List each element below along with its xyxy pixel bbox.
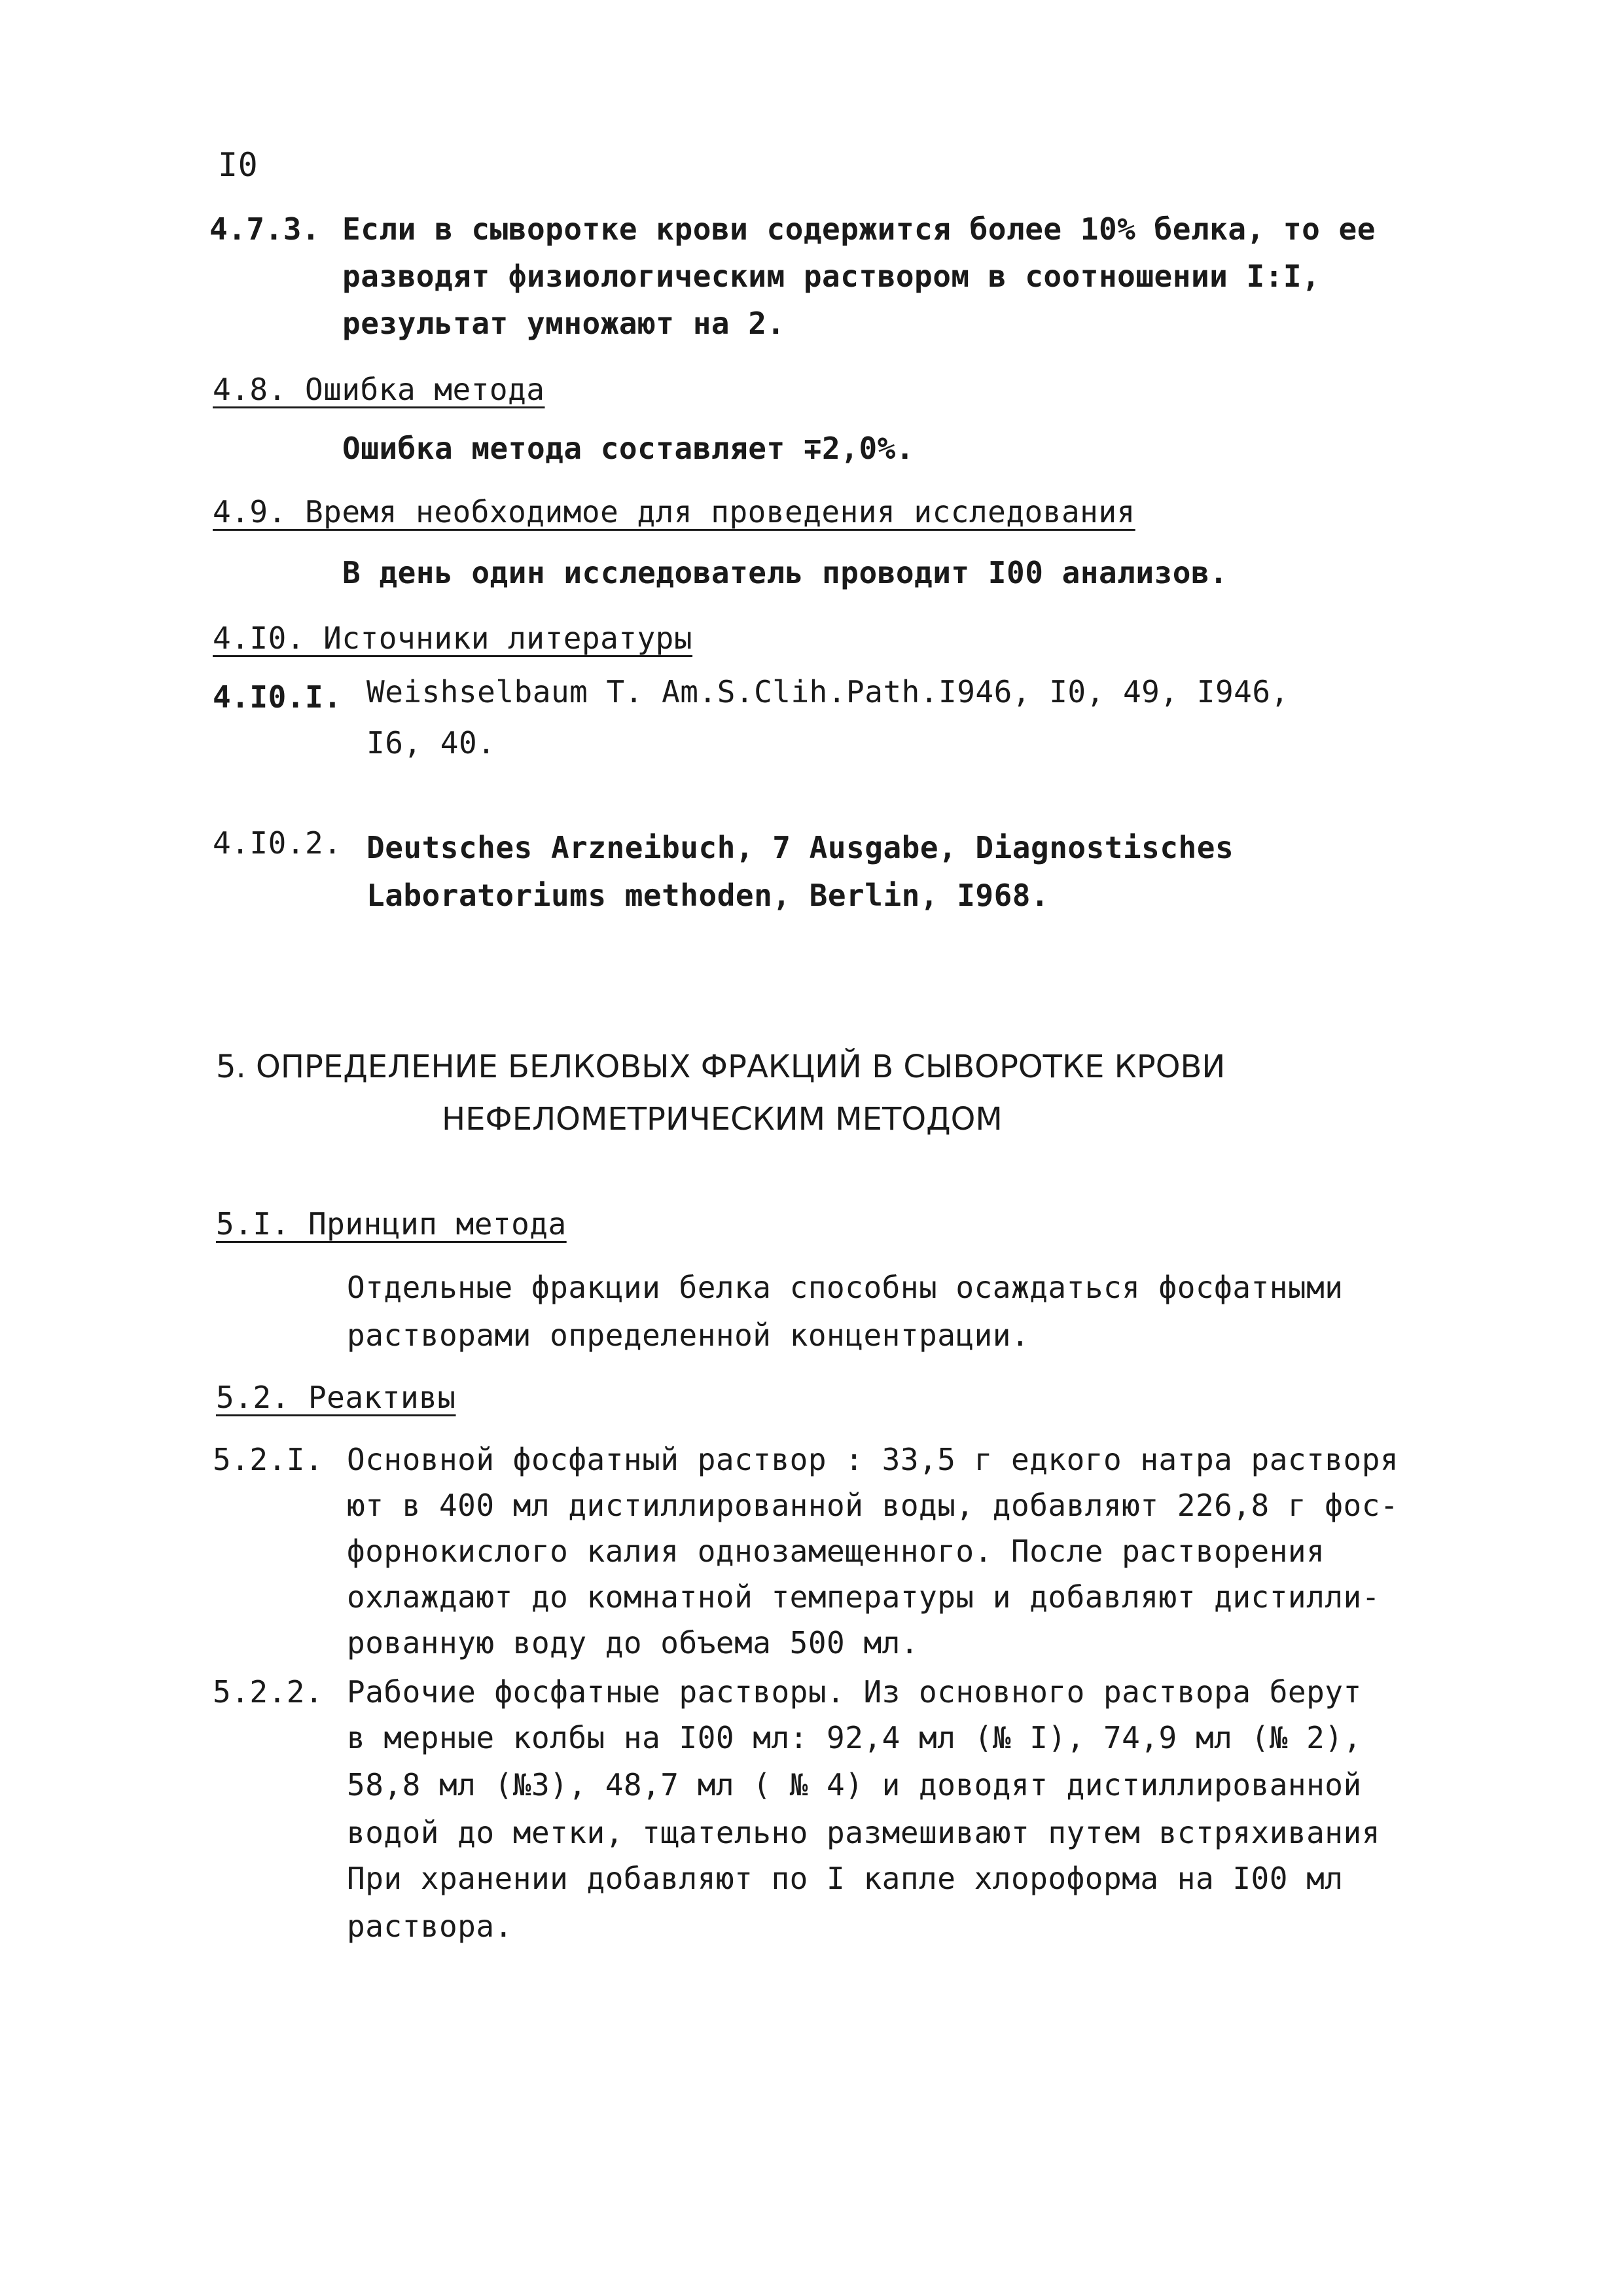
reagent-1-line-2: ют в 400 мл дистиллированной воды, добавляют 226,8 г фос- xyxy=(347,1488,1399,1523)
reagent-1-line-5: рованную воду до объема 500 мл. xyxy=(347,1625,919,1660)
section-4-7-3-line-1: Если в сыворотке крови содержится более 10% белка, то ее xyxy=(342,211,1376,247)
section-4-9-heading: 4.9. Время необходимое для проведения исследования xyxy=(213,494,1135,529)
reference-1-line-2: I6, 40. xyxy=(366,725,496,761)
reagent-1-line-4: охлаждают до комнатной температуры и добавляют дистилли- xyxy=(347,1579,1380,1615)
section-5-1-line-1: Отдельные фракции белка способны осаждаться фосфатными xyxy=(347,1270,1344,1305)
reagent-2-line-1: Рабочие фосфатные растворы. Из основного раствора берут xyxy=(347,1674,1362,1710)
section-4-10-heading: 4.I0. Источники литературы xyxy=(213,620,693,656)
section-5-title-line-1: 5. ОПРЕДЕЛЕНИЕ БЕЛКОВЫХ ФРАКЦИЙ В СЫВОРОТКЕ КРОВИ xyxy=(216,1049,1226,1085)
reference-2-number: 4.I0.2. xyxy=(213,825,342,861)
reagent-1-line-3: форнокислого калия однозамещенного. После растворения xyxy=(347,1534,1325,1569)
section-4-7-3-line-2: разводят физиологическим раствором в соотношении I:I, xyxy=(342,259,1321,294)
reference-2-line-1: Deutsches Arzneibuch, 7 Ausgabe, Diagnostisches xyxy=(366,830,1234,865)
section-4-8-text: Ошибка метода составляет ∓2,0%. xyxy=(342,431,915,466)
section-4-7-3-number: 4.7.3. xyxy=(209,211,321,247)
reagent-2-line-3: 58,8 мл (№3), 48,7 мл ( № 4) и доводят дистиллированной xyxy=(347,1767,1362,1803)
section-4-8-heading: 4.8. Ошибка метода xyxy=(213,372,545,407)
reference-2-line-2: Laboratoriums methoden, Berlin, I968. xyxy=(366,878,1050,913)
reference-1-number: 4.I0.I. xyxy=(213,679,342,715)
reagent-2-line-4: водой до метки, тщательно размешивают путем встряхивания xyxy=(347,1815,1380,1850)
reagent-2-line-2: в мерные колбы на I00 мл: 92,4 мл (№ I), 74,9 мл (№ 2), xyxy=(347,1720,1362,1755)
section-5-title-line-2: НЕФЕЛОМЕТРИЧЕСКИМ МЕТОДОМ xyxy=(442,1101,1003,1138)
section-4-7-3-line-3: результат умножают на 2. xyxy=(342,306,785,341)
page-number: I0 xyxy=(218,146,259,184)
reference-1-line-1: Weishselbaum T. Am.S.Clih.Path.I946, I0, 49, I946, xyxy=(366,674,1289,709)
section-5-1-heading: 5.I. Принцип метода xyxy=(216,1206,567,1242)
reagent-2-line-5: При хранении добавляют по I капле хлороформа на I00 мл xyxy=(347,1861,1344,1896)
section-4-9-text: В день один исследователь проводит I00 анализов. xyxy=(342,555,1228,590)
section-5-2-heading: 5.2. Реактивы xyxy=(216,1380,456,1415)
reagent-1-line-1: Основной фосфатный раствор : 33,5 г едкого натра растворя xyxy=(347,1442,1399,1477)
section-5-1-line-2: растворами определенной концентрации. xyxy=(347,1318,1030,1353)
reagent-1-number: 5.2.I. xyxy=(213,1442,324,1477)
reagent-2-number: 5.2.2. xyxy=(213,1674,324,1710)
reagent-2-line-6: раствора. xyxy=(347,1909,513,1944)
